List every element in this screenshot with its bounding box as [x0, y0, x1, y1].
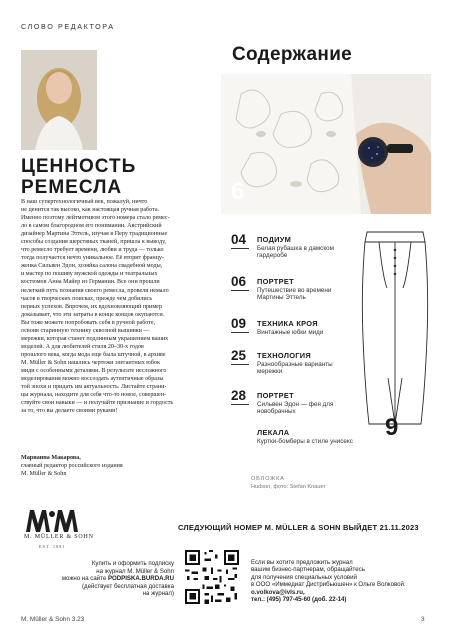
qr-code-icon[interactable] [185, 550, 239, 604]
hero-page-number: 6 [231, 178, 245, 205]
subscription-site-link[interactable]: PODPISKA.BURDA.RU [107, 575, 174, 583]
cover-credit [251, 476, 325, 491]
editorial-body-line: В наш супертехнологичный век, пожалуй, ничто [21, 199, 148, 205]
signature-brand: M. Müller & Sohn [21, 471, 67, 478]
subscription-line: Купить и оформить подписку [91, 560, 174, 567]
partner-line: Если вы хотите предложить журнал [251, 559, 353, 566]
editorial-body-line: не ценится так высоко, как настоящая ручная работа. [21, 207, 160, 214]
contents-item-category: ПОДИУМ [257, 235, 292, 244]
editorial-signature [21, 454, 220, 479]
contents-item-page: 06 [231, 274, 247, 289]
editorial-body-line: освоив старинную технику сквозной вышивки — [21, 327, 150, 334]
editorial-body-line: доказывает, что эти затраты в конце концов окупаются. [21, 311, 165, 318]
subscription-info [24, 560, 174, 598]
contents-item-category: ПОРТРЕТ [257, 391, 294, 400]
subscription-line: можно на сайте [61, 575, 108, 583]
editorial-body-line: миди с особенными деталями. В результате несложного [21, 367, 167, 374]
contents-item-desc: Разнообразные варианты мережки [257, 361, 333, 376]
signature-name: Марианна Макарова, [21, 455, 81, 461]
contents-item-page: 04 [231, 232, 247, 247]
contents-item-rule [231, 404, 249, 405]
editorial-body-line: костюмов Анна Майер из Германии. Все они прошли [21, 279, 160, 286]
partner-info [251, 559, 431, 603]
editor-portrait-photo [21, 50, 97, 150]
editorial-body-line: и мастер по пошиву мужской одежды и театральных [21, 271, 158, 278]
editorial-body-line: нелегкий путь познания своего ремесла, провели немало [21, 287, 169, 294]
editorial-body [21, 198, 220, 415]
contents-item-rule [231, 364, 249, 365]
contents-item-rule [231, 332, 249, 333]
contents-item-desc: Винтажные юбки миди [257, 329, 324, 336]
editorial-body-line: моделирования можно воссоздать аутентичные образы [21, 376, 164, 383]
editorial-body-line: моделей. А для любителей стиля 20–30-х годов [21, 343, 144, 350]
editorial-body-line: цы журнала, находите для себя что-то новое, совершен- [21, 392, 167, 399]
contents-item-desc: Путешествие во времени Мартины Эттель [257, 287, 332, 302]
partner-line: в ООО «Иммедиат Дистрибьюшен» к Ольге Волковой: [251, 581, 406, 589]
headline-line-2: РЕМЕСЛА [21, 177, 123, 198]
partner-line: вашим бизнес-партнерам, обращайтесь [251, 566, 365, 574]
editorial-body-line: ло в самом благородном его понимании. Австрийский [21, 223, 162, 230]
editorial-body-line: за то, что вы делаете своими руками! [21, 408, 118, 415]
cover-label: ОБЛОЖКА [251, 476, 285, 482]
contents-item-desc: Белая рубашка в дамском гардеробе [257, 245, 334, 260]
contents-item-category: ПОРТРЕТ [257, 277, 294, 286]
next-issue-banner: СЛЕДУЮЩИЙ НОМЕР M. MÜLLER & SOHN ВЫЙДЕТ 21.11.2023 [178, 523, 419, 532]
brand-logo-icon [20, 506, 84, 536]
contents-item-rule [231, 290, 249, 291]
editorial-body-line: прошлого века, когда мода еще была штучной, в архиве [21, 351, 166, 358]
brand-est: EST. 1891 [39, 544, 66, 549]
subscription-line: на журнал M. Müller & Sohn [96, 567, 174, 575]
editorial-body-line: что ремесло требует времени, любви и труда — только [21, 247, 164, 254]
editorial-body-line: первых успехов. Впрочем, их вдохновляющий пример [21, 303, 162, 310]
contents-item-category: ТЕХНОЛОГИЯ [257, 351, 312, 360]
brand-name: M. MÜLLER & SOHN [24, 534, 94, 540]
editorial-body-line: той эпохи и придать им актуальность. Листайте страни- [21, 384, 167, 391]
editorial-body-line: мережки, которая станет подлинным украшением ваших [21, 335, 169, 342]
subscription-line: на журнал) [142, 590, 174, 598]
editorial-body-line: ствуйте свои навыки — и получайте признание и гордость [21, 400, 174, 407]
editorial-body-line: M. Müller & Sohn нашлись чертежи элегантных юбок [21, 359, 160, 366]
contents-item-category: ТЕХНИКА КРОЯ [257, 319, 318, 328]
signature-role: главный редактор российского издания [21, 463, 123, 470]
editorial-body-line: тогда получается нечто уникальное. Её вторит францу- [21, 255, 164, 262]
partner-phone: тел.: (495) 797-45-60 (доб. 22-14) [251, 596, 347, 604]
editorial-body-line: способы создания шерстяных тканей, пришла к выводу, [21, 239, 167, 246]
skirt-sketch [355, 228, 435, 428]
section-label: СЛОВО РЕДАКТОРА [21, 22, 115, 31]
contents-item-desc: Сильвен Эдон — фея для новобрачных [257, 401, 334, 416]
contents-item-rule [231, 248, 249, 249]
headline-line-1: ЦЕННОСТЬ [21, 156, 137, 177]
editorial-body-line: женка Сильвен Эдон, хозяйка салона свадебной моды, [21, 263, 163, 270]
contents-item-page: 09 [231, 316, 247, 331]
page-number: 3 [421, 616, 425, 623]
cover-credit-text: Hudson, фото: Stefan Knauer [251, 483, 326, 490]
editorial-body-line: Именно поэтому лейтмотивом этого номера стало ремес- [21, 215, 170, 222]
contents-title: Содержание [232, 44, 353, 65]
editorial-body-line: часов в творческих поисках, прежде чем добились [21, 295, 153, 302]
skirt-page-number: 9 [385, 414, 399, 441]
contents-hero-photo [221, 74, 431, 214]
editorial-body-line: дизайнер Мартина Эттель, изучая в Перу традиционные [21, 231, 168, 238]
page-footer-issue: M. Müller & Sohn 3.23 [21, 616, 85, 623]
partner-email-link[interactable]: o.volkova@ivls.ru, [251, 588, 305, 596]
editorial-body-line: Вы тоже можете попробовать себя в ручной работе, [21, 319, 156, 326]
lekala-title[interactable]: ЛЕКАЛА [257, 428, 290, 437]
contents-item-page: 28 [231, 388, 247, 403]
partner-line: для получения специальных условий [251, 573, 357, 581]
subscription-line: (действует бесплатная доставка [81, 582, 174, 590]
contents-item-page: 25 [231, 348, 247, 363]
lekala-desc: Куртки-бомберы в стиле унисекс [257, 438, 353, 445]
editorial-headline [21, 156, 221, 198]
